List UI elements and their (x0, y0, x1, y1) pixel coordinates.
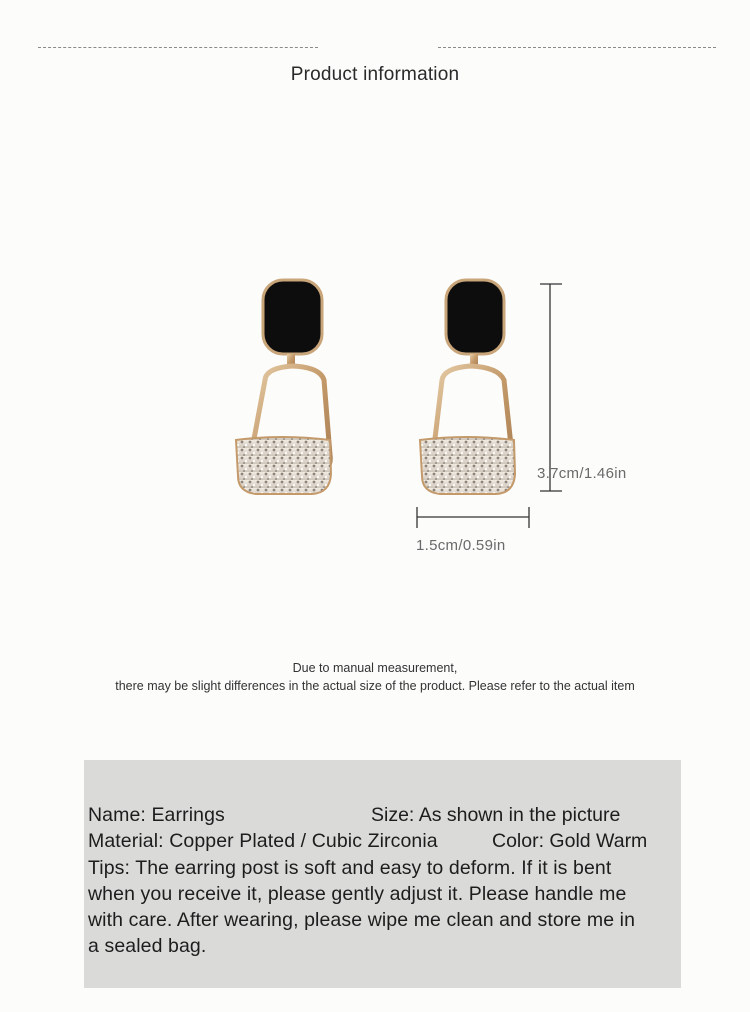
spec-color: Color: Gold Warm (492, 830, 648, 852)
spec-tips-line4: a sealed bag. (88, 935, 207, 957)
height-measure-line (540, 284, 562, 491)
page-title: Product information (290, 64, 460, 85)
spec-material: Material: Copper Plated / Cubic Zirconia (88, 830, 438, 852)
right-earring (420, 280, 515, 494)
measurement-note-line2: there may be slight differences in the actual size of the product. Please refer to the actual item (115, 679, 635, 693)
width-dimension-label: 1.5cm/0.59in (416, 537, 506, 554)
spec-name: Name: Earrings (88, 804, 225, 826)
spec-tips-line1: Tips: The earring post is soft and easy to deform. If it is bent (88, 857, 612, 879)
left-earring (236, 280, 331, 494)
height-dimension-label: 3.7cm/1.46in (537, 465, 627, 482)
spec-tips-line2: when you receive it, please gently adjust it. Please handle me (88, 883, 627, 905)
spec-size: Size: As shown in the picture (371, 804, 621, 826)
width-measure-line (417, 507, 529, 528)
measurement-note-line1: Due to manual measurement, (292, 661, 458, 675)
spec-tips-line3: with care. After wearing, please wipe me clean and store me in (88, 909, 636, 931)
